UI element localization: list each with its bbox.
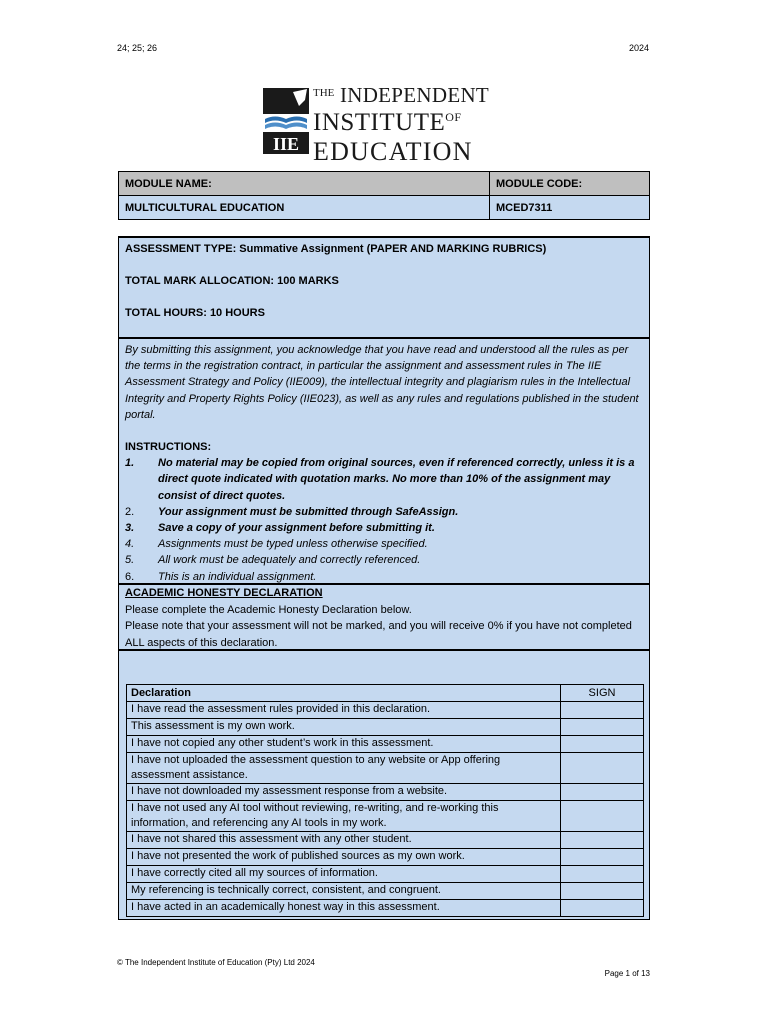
table-row [127,866,644,883]
instruction-item: 2. Your assignment must be submitted through SafeAssign. [125,505,459,518]
declaration-column-header: Declaration [127,685,561,702]
honesty-intro-box [118,584,650,650]
declaration-text: My referencing is technically correct, consistent, and congruent. [127,883,561,900]
assessment-type: ASSESSMENT TYPE: Summative Assignment (PAPER AND MARKING RUBRICS) [125,243,547,255]
header-year: 2024 [628,43,649,53]
instructions-heading: INSTRUCTIONS: [125,441,212,454]
copyright-footer: © The Independent Institute of Education (Pty) Ltd 2024 [117,958,315,967]
declaration-box [118,650,650,920]
assessment-info-box [118,236,650,338]
instruction-item: 4. Assignments must be typed unless otherwise specified. [125,538,428,551]
declaration-text: This assessment is my own work. [127,719,561,736]
instruction-item: 3. Save a copy of your assignment before submitting it. [125,522,435,535]
sign-cell[interactable] [561,883,644,900]
instruction-item: 6. This is an individual assignment. [125,570,317,583]
sign-cell[interactable] [561,736,644,753]
table-row [127,883,644,900]
declaration-text: I have correctly cited all my sources of information. [127,866,561,883]
declaration-table [126,684,644,917]
declaration-text: I have not used any AI tool without reviewing, re-writing, and re-working this information, and referencing any AI tools in my work. [127,801,561,832]
iie-book-icon [263,86,309,156]
logo-the: THE [313,87,335,99]
logo-independent: INDEPENDENT [339,83,490,107]
declaration-text: I have acted in an academically honest way in this assessment. [127,900,561,917]
module-code-label: MODULE CODE: [490,172,650,196]
table-row [127,702,644,719]
total-marks: TOTAL MARK ALLOCATION: 100 MARKS [125,275,339,287]
table-row [127,719,644,736]
honesty-line-2: Please note that your assessment will not be marked, and you will receive 0% if you have not completed ALL aspects of this declaration. [125,620,632,649]
logo-wordmark [313,84,489,165]
instruction-item: 5. All work must be adequately and correctly referenced. [125,554,421,567]
declaration-text: I have not uploaded the assessment question to any website or App offering assessment assistance. [127,753,561,784]
iie-logo [263,83,508,166]
sign-cell[interactable] [561,702,644,719]
table-row [127,900,644,917]
declaration-text: I have not downloaded my assessment response from a website. [127,784,561,801]
module-table [118,171,650,220]
instructions-list [125,455,643,585]
sign-cell[interactable] [561,832,644,849]
acknowledgement-text: By submitting this assignment, you acknowledge that you have read and understood all the rules as per the terms in the registration contract, in particular the assignment and assessment rules in The IIE Assessment Strategy and Policy (IIE009), the intellectual integrity and plagiarism rules in the Intellectual Integrity and Property Rights Policy (IIE023), as well as any rules and regulations published in the student portal. [125,344,639,421]
total-hours: TOTAL HOURS: 10 HOURS [125,307,265,319]
honesty-line-1: Please complete the Academic Honesty Declaration below. [125,603,412,616]
declaration-text: I have not copied any other student’s work in this assessment. [127,736,561,753]
table-row [127,753,644,784]
logo-mark-text: IIE [272,134,300,154]
header-left-text: 24; 25; 26 [117,43,158,53]
module-name-label: MODULE NAME: [119,172,490,196]
instruction-item: 1. No material may be copied from original sources, even if referenced correctly, unless it is a direct quote indicated with quotation marks. No more than 10% of the assignment may consist of direct quotes. [125,457,635,502]
sign-cell[interactable] [561,866,644,883]
sign-cell[interactable] [561,849,644,866]
table-row [127,784,644,801]
honesty-heading: ACADEMIC HONESTY DECLARATION [125,587,323,599]
sign-cell[interactable] [561,900,644,917]
declaration-text: I have not presented the work of published sources as my own work. [127,849,561,866]
page-number: Page 1 of 13 [604,969,650,978]
logo-institute: INSTITUTE [313,109,446,136]
sign-cell[interactable] [561,753,644,784]
table-row [127,736,644,753]
sign-cell[interactable] [561,801,644,832]
table-row [127,801,644,832]
module-name-value: MULTICULTURAL EDUCATION [119,196,490,220]
declaration-text: I have not shared this assessment with any other student. [127,832,561,849]
declaration-text: I have read the assessment rules provided in this declaration. [127,702,561,719]
sign-cell[interactable] [561,719,644,736]
logo-education: EDUCATION [313,137,473,166]
table-row [127,849,644,866]
rules-box [118,338,650,584]
sign-column-header: SIGN [561,685,644,702]
module-code-value: MCED7311 [490,196,650,220]
logo-of: OF [445,110,462,124]
sign-cell[interactable] [561,784,644,801]
table-row [127,832,644,849]
